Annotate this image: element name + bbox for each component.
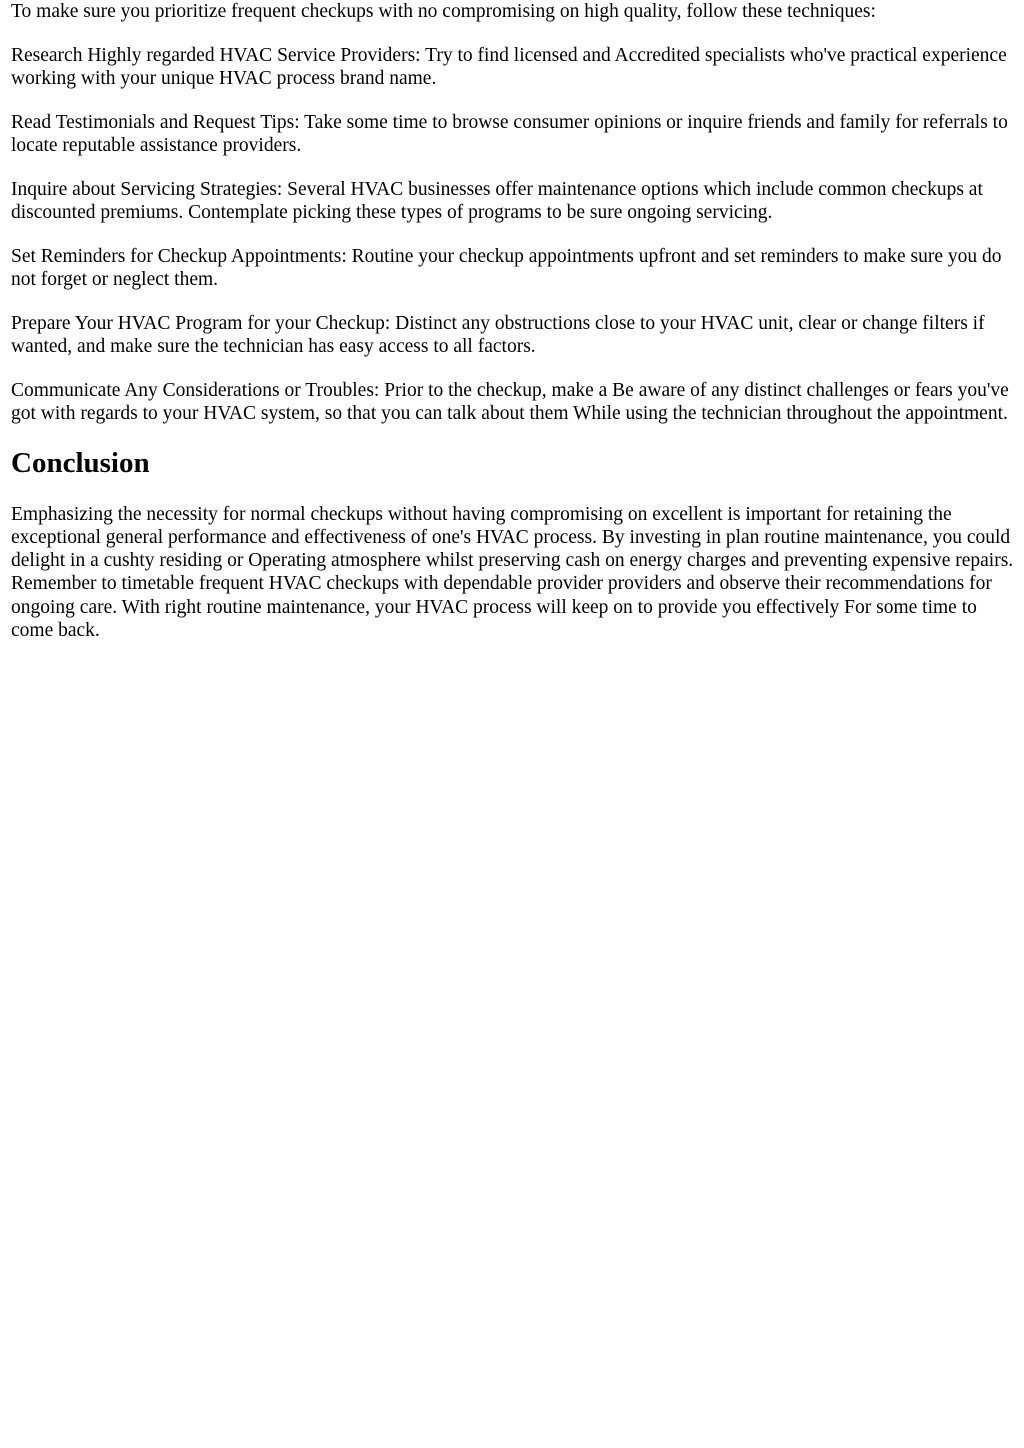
tip-communicate-concerns: Communicate Any Considerations or Troubles: Prior to the checkup, make a Be aware of any distinct challenges or fears you've got with regards to your HVAC system, so that you can talk about them While using the technician throughout the appointment. [11,379,1009,424]
tip-research-providers: Research Highly regarded HVAC Service Providers: Try to find licensed and Accredited specialists who've practical experience working with your unique HVAC process brand name. [11,44,1007,89]
conclusion-paragraph: Emphasizing the necessity for normal checkups without having compromising on excellent is important for retaining the exceptional general performance and effectiveness of one's HVAC process. By investing in plan routine maintenance, you could delight in a cushty residing or Operating atmosphere whilst preserving cash on energy charges and preventing expensive repairs. Remember to timetable frequent HVAC checkups with dependable provider providers and observe their recommendations for ongoing care. With right routine maintenance, your HVAC process will keep on to provide you effectively For some time to come back. [11,503,1014,641]
tip-set-reminders: Set Reminders for Checkup Appointments: Routine your checkup appointments upfront and set reminders to make sure you do not forget or neglect them. [11,245,1002,290]
document-page [0,0,1024,642]
tip-prepare-program: Prepare Your HVAC Program for your Checkup: Distinct any obstructions close to your HVAC unit, clear or change filters if wanted, and make sure the technician has easy access to all factors. [11,312,985,357]
tip-servicing-strategies: Inquire about Servicing Strategies: Several HVAC businesses offer maintenance options which include common checkups at discounted premiums. Contemplate picking these types of programs to be sure ongoing servicing. [11,178,983,223]
conclusion-heading: Conclusion [11,446,150,479]
intro-paragraph: To make sure you prioritize frequent checkups with no compromising on high quality, follow these techniques: [11,1,876,22]
tip-read-testimonials: Read Testimonials and Request Tips: Take some time to browse consumer opinions or inquire friends and family for referrals to locate reputable assistance providers. [11,111,1008,156]
